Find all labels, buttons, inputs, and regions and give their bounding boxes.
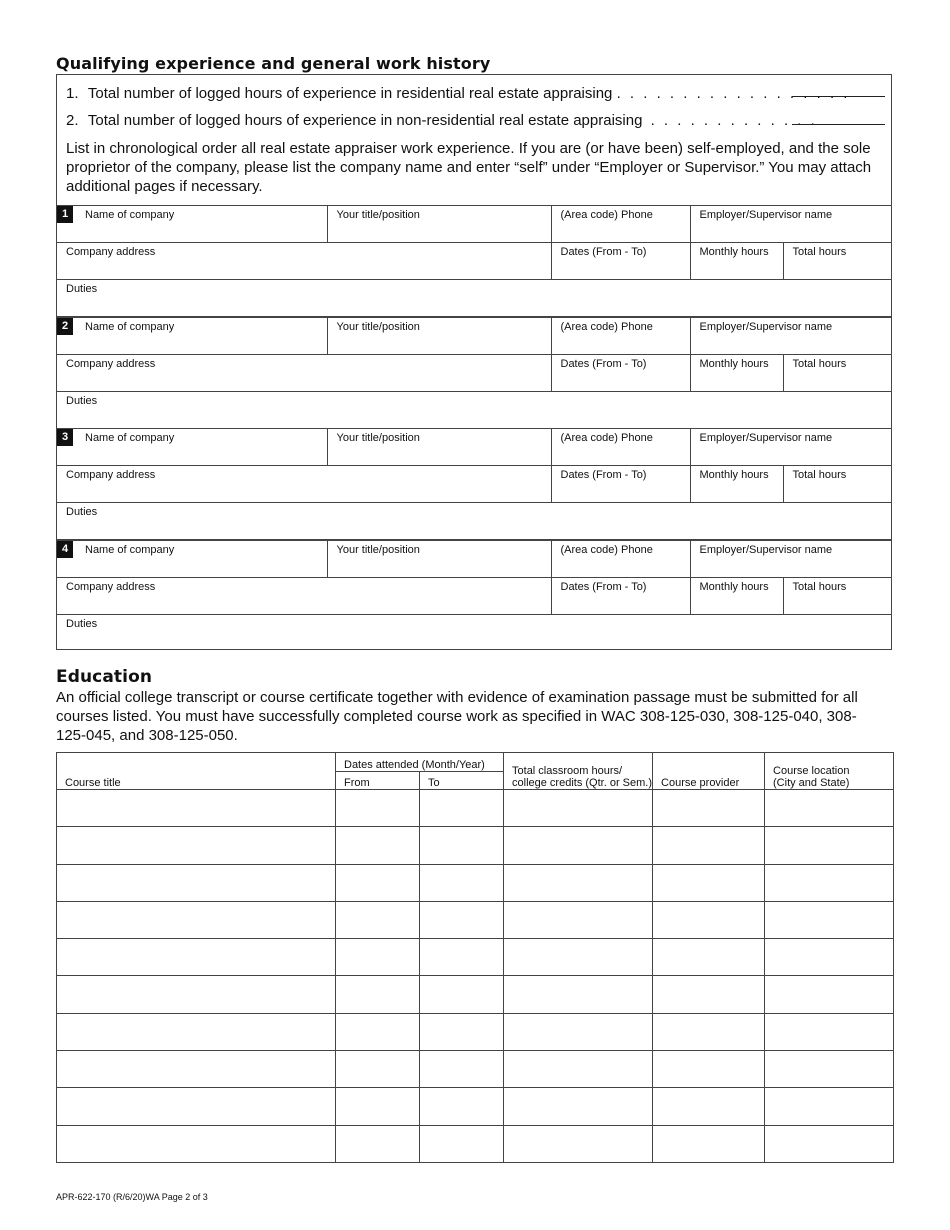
course-title-cell[interactable] xyxy=(57,827,336,864)
company-address-field[interactable] xyxy=(57,466,551,503)
to-cell[interactable] xyxy=(420,1013,504,1050)
company-name-field[interactable] xyxy=(57,206,327,243)
course-provider-cell[interactable] xyxy=(653,1013,765,1050)
header-classroom-hours xyxy=(504,753,653,790)
from-cell[interactable] xyxy=(336,976,420,1013)
phone-label: (Area code) Phone xyxy=(560,543,653,556)
total-hours-field[interactable] xyxy=(783,577,891,614)
classroom-hours-cell[interactable] xyxy=(504,790,653,827)
dates-field[interactable] xyxy=(551,243,690,280)
duties-field[interactable] xyxy=(57,503,891,540)
course-title-cell[interactable] xyxy=(57,939,336,976)
company-address-label: Company address xyxy=(66,246,156,258)
classroom-hours-cell[interactable] xyxy=(504,1013,653,1050)
course-title-cell[interactable] xyxy=(57,901,336,938)
monthly-hours-field[interactable] xyxy=(690,466,783,503)
experience-section-title: Qualifying experience and general work history xyxy=(56,54,491,73)
to-cell[interactable] xyxy=(420,939,504,976)
phone-label: (Area code) Phone xyxy=(560,209,653,221)
question-2-text: Total number of logged hours of experience in non-residential real estate appraising xyxy=(87,112,643,129)
classroom-hours-cell[interactable] xyxy=(504,1125,653,1162)
dates-field[interactable] xyxy=(551,577,690,614)
course-provider-cell[interactable] xyxy=(653,901,765,938)
classroom-hours-cell[interactable] xyxy=(504,827,653,864)
work-entry-4 xyxy=(57,540,891,652)
education-row xyxy=(57,901,894,938)
question-1-leader: . . . . . . . . . . . . . . . . . . xyxy=(616,85,850,102)
header-from: From xyxy=(336,772,420,790)
question-1 xyxy=(66,85,850,102)
company-address-label: Company address xyxy=(66,580,156,593)
company-name-field[interactable] xyxy=(57,540,327,577)
work-entry-3 xyxy=(57,428,891,540)
company-address-field[interactable] xyxy=(57,243,551,280)
title-position-label: Your title/position xyxy=(336,209,420,221)
classroom-hours-cell[interactable] xyxy=(504,939,653,976)
dates-label: Dates (From - To) xyxy=(560,580,647,593)
title-position-field[interactable] xyxy=(327,206,551,243)
education-row xyxy=(57,976,894,1013)
form-footer: APR-622-170 (R/6/20)WA Page 2 of 3 xyxy=(56,1192,208,1202)
phone-label: (Area code) Phone xyxy=(560,432,653,445)
company-address-field[interactable] xyxy=(57,577,551,614)
entry-number-badge: 1 xyxy=(57,206,73,223)
duties-label: Duties xyxy=(66,506,98,519)
company-name-label: Name of company xyxy=(85,432,175,445)
question-1-text: Total number of logged hours of experience in residential real estate appraising xyxy=(87,85,613,102)
company-address-label: Company address xyxy=(66,357,156,370)
duties-field[interactable] xyxy=(57,614,891,651)
education-row xyxy=(57,1051,894,1088)
header-course-location-line1: Course location xyxy=(773,765,850,777)
employer-supervisor-label: Employer/Supervisor name xyxy=(699,209,833,221)
employer-supervisor-field[interactable] xyxy=(690,540,891,577)
header-classroom-hours-line1: Total classroom hours/ xyxy=(512,765,623,777)
course-location-cell[interactable] xyxy=(765,790,894,827)
work-entry-1 xyxy=(57,205,891,317)
question-2-number: 2. xyxy=(66,112,79,129)
course-location-cell[interactable] xyxy=(765,1125,894,1162)
company-name-label: Name of company xyxy=(85,209,175,221)
dates-field[interactable] xyxy=(551,354,690,391)
course-provider-cell[interactable] xyxy=(653,864,765,901)
from-cell[interactable] xyxy=(336,939,420,976)
from-cell[interactable] xyxy=(336,790,420,827)
from-cell[interactable] xyxy=(336,1125,420,1162)
course-provider-cell[interactable] xyxy=(653,1125,765,1162)
title-position-label: Your title/position xyxy=(336,320,420,333)
classroom-hours-cell[interactable] xyxy=(504,1051,653,1088)
to-cell[interactable] xyxy=(420,1125,504,1162)
monthly-hours-field[interactable] xyxy=(690,354,783,391)
course-provider-cell[interactable] xyxy=(653,1088,765,1125)
classroom-hours-cell[interactable] xyxy=(504,976,653,1013)
course-title-cell[interactable] xyxy=(57,1088,336,1125)
to-cell[interactable] xyxy=(420,1088,504,1125)
total-hours-label: Total hours xyxy=(792,580,847,593)
header-dates-attended: Dates attended (Month/Year) xyxy=(336,753,504,772)
entry-number-badge: 3 xyxy=(57,429,73,446)
phone-field[interactable] xyxy=(551,206,690,243)
title-position-field[interactable] xyxy=(327,317,551,354)
education-rows xyxy=(57,790,894,1163)
course-provider-cell[interactable] xyxy=(653,1051,765,1088)
work-entry-2 xyxy=(57,317,891,429)
total-hours-label: Total hours xyxy=(792,246,847,258)
monthly-hours-label: Monthly hours xyxy=(699,357,769,370)
monthly-hours-label: Monthly hours xyxy=(699,246,769,258)
employer-supervisor-field[interactable] xyxy=(690,317,891,354)
course-provider-cell[interactable] xyxy=(653,939,765,976)
employer-supervisor-field[interactable] xyxy=(690,206,891,243)
title-position-label: Your title/position xyxy=(336,543,420,556)
monthly-hours-field[interactable] xyxy=(690,577,783,614)
company-address-field[interactable] xyxy=(57,354,551,391)
education-row xyxy=(57,790,894,827)
total-hours-label: Total hours xyxy=(792,469,847,482)
course-title-cell[interactable] xyxy=(57,790,336,827)
experience-instructions: List in chronological order all real estate appraiser work experience. If you are (or have been) self-employed, and the sole proprietor of the company, please list the company name and enter “self” under “Employer or Supervisor.” You may attach additional pages if necessary. xyxy=(66,140,872,195)
header-to: To xyxy=(420,772,504,790)
question-1-number: 1. xyxy=(66,85,79,102)
education-row xyxy=(57,939,894,976)
employer-supervisor-label: Employer/Supervisor name xyxy=(699,432,833,445)
education-table xyxy=(56,752,894,1163)
total-hours-label: Total hours xyxy=(792,357,847,370)
education-row xyxy=(57,1013,894,1050)
question-2-leader: . . . . . . . . . . . . . xyxy=(650,112,818,129)
education-row xyxy=(57,827,894,864)
company-name-label: Name of company xyxy=(85,543,175,556)
entry-number-badge: 4 xyxy=(57,541,73,558)
company-address-label: Company address xyxy=(66,469,156,482)
residential-hours-field[interactable] xyxy=(792,83,885,97)
duties-field[interactable] xyxy=(57,391,891,428)
duties-label: Duties xyxy=(66,394,98,407)
education-instructions: An official college transcript or course certificate together with evidence of examination passage must be submitted for all courses listed. You must have successfully completed course work as specified in WAC 308-125-030, 308-125-040, 308-125-045, and 308-125-050. xyxy=(56,689,858,744)
monthly-hours-label: Monthly hours xyxy=(699,469,769,482)
employer-supervisor-field[interactable] xyxy=(690,429,891,466)
monthly-hours-field[interactable] xyxy=(690,243,783,280)
company-name-field[interactable] xyxy=(57,429,327,466)
course-title-cell[interactable] xyxy=(57,976,336,1013)
phone-label: (Area code) Phone xyxy=(560,320,653,333)
title-position-field[interactable] xyxy=(327,429,551,466)
header-classroom-hours-line2: college credits (Qtr. or Sem.) xyxy=(512,777,653,789)
course-title-cell[interactable] xyxy=(57,864,336,901)
course-location-cell[interactable] xyxy=(765,901,894,938)
non-residential-hours-field[interactable] xyxy=(792,111,885,125)
entry-number-badge: 2 xyxy=(57,318,73,335)
dates-label: Dates (From - To) xyxy=(560,357,647,370)
from-cell[interactable] xyxy=(336,827,420,864)
total-hours-field[interactable] xyxy=(783,466,891,503)
header-course-provider: Course provider xyxy=(653,753,765,790)
phone-field[interactable] xyxy=(551,540,690,577)
from-cell[interactable] xyxy=(336,1088,420,1125)
dates-label: Dates (From - To) xyxy=(560,246,647,258)
education-row xyxy=(57,1125,894,1162)
header-course-title: Course title xyxy=(57,753,336,790)
from-cell[interactable] xyxy=(336,1051,420,1088)
monthly-hours-label: Monthly hours xyxy=(699,580,769,593)
education-row xyxy=(57,1088,894,1125)
duties-label: Duties xyxy=(66,617,98,630)
total-hours-field[interactable] xyxy=(783,243,891,280)
from-cell[interactable] xyxy=(336,864,420,901)
dates-label: Dates (From - To) xyxy=(560,469,647,482)
to-cell[interactable] xyxy=(420,790,504,827)
course-provider-cell[interactable] xyxy=(653,827,765,864)
course-location-cell[interactable] xyxy=(765,976,894,1013)
course-location-cell[interactable] xyxy=(765,1088,894,1125)
title-position-field[interactable] xyxy=(327,540,551,577)
course-title-cell[interactable] xyxy=(57,1051,336,1088)
education-row xyxy=(57,864,894,901)
total-hours-field[interactable] xyxy=(783,354,891,391)
education-section-title: Education xyxy=(56,667,153,687)
course-location-cell[interactable] xyxy=(765,939,894,976)
to-cell[interactable] xyxy=(420,901,504,938)
company-name-label: Name of company xyxy=(85,320,175,333)
to-cell[interactable] xyxy=(420,827,504,864)
course-title-cell[interactable] xyxy=(57,1013,336,1050)
classroom-hours-cell[interactable] xyxy=(504,864,653,901)
title-position-label: Your title/position xyxy=(336,432,420,445)
course-provider-cell[interactable] xyxy=(653,790,765,827)
to-cell[interactable] xyxy=(420,864,504,901)
phone-field[interactable] xyxy=(551,429,690,466)
duties-label: Duties xyxy=(66,283,98,295)
to-cell[interactable] xyxy=(420,976,504,1013)
header-course-location xyxy=(765,753,894,790)
course-location-cell[interactable] xyxy=(765,827,894,864)
course-location-cell[interactable] xyxy=(765,1013,894,1050)
duties-field[interactable] xyxy=(57,280,891,317)
course-provider-cell[interactable] xyxy=(653,976,765,1013)
from-cell[interactable] xyxy=(336,1013,420,1050)
dates-field[interactable] xyxy=(551,466,690,503)
header-course-location-line2: (City and State) xyxy=(773,777,850,789)
course-title-cell[interactable] xyxy=(57,1125,336,1162)
from-cell[interactable] xyxy=(336,901,420,938)
classroom-hours-cell[interactable] xyxy=(504,1088,653,1125)
course-location-cell[interactable] xyxy=(765,1051,894,1088)
to-cell[interactable] xyxy=(420,1051,504,1088)
course-location-cell[interactable] xyxy=(765,864,894,901)
employer-supervisor-label: Employer/Supervisor name xyxy=(699,320,833,333)
company-name-field[interactable] xyxy=(57,317,327,354)
classroom-hours-cell[interactable] xyxy=(504,901,653,938)
phone-field[interactable] xyxy=(551,317,690,354)
experience-box xyxy=(56,74,892,650)
employer-supervisor-label: Employer/Supervisor name xyxy=(699,543,833,556)
question-2 xyxy=(66,112,817,129)
